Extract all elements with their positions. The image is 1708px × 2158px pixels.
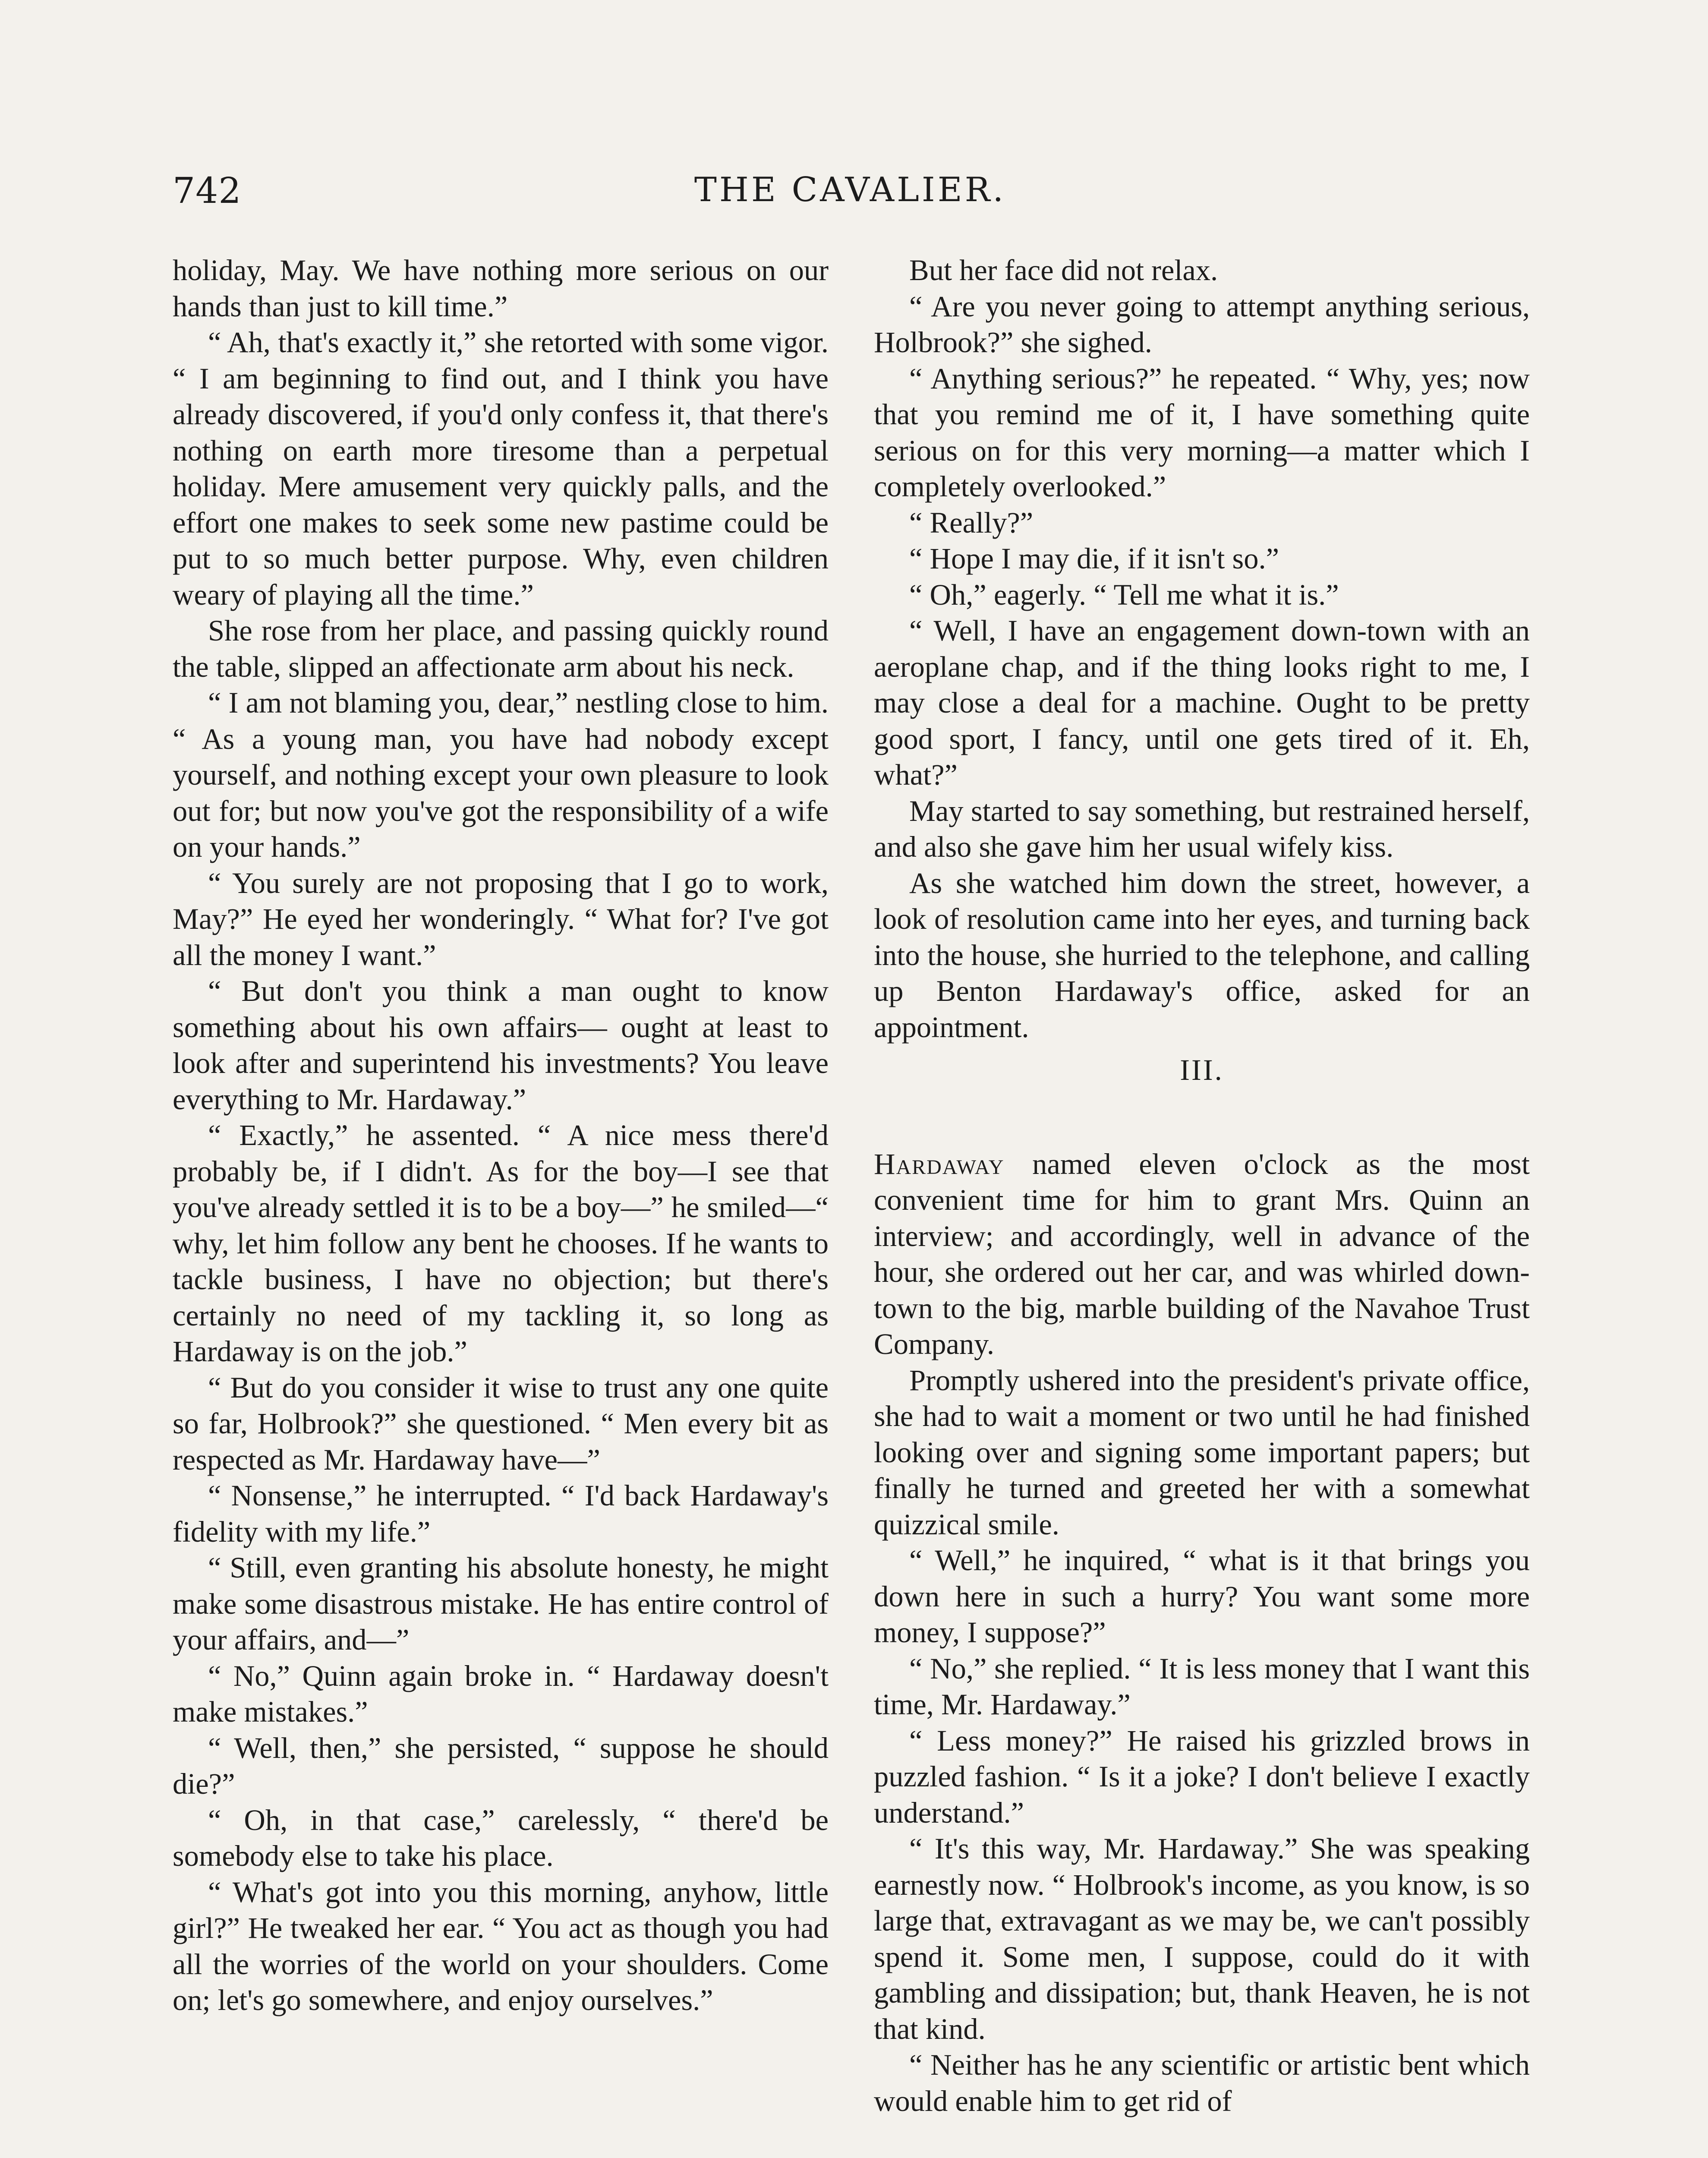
left-column [173, 252, 829, 2019]
paragraph: “ No,” Quinn again broke in. “ Hardaway doesn't make mistakes.” [173, 1659, 829, 1728]
paragraph: “ Less money?” He raised his grizzled brows in puzzled fashion. “ Is it a joke? I don't believe I exactly understand.” [874, 1724, 1530, 1829]
paragraph: “ Still, even granting his absolute honesty, he might make some disastrous mistake. He has entire control of your affairs, and—” [173, 1551, 829, 1656]
paragraph: “ What's got into you this morning, anyhow, little girl?” He tweaked her ear. “ You act as though you had all the worries of the world on your shoulders. Come on; let's go somewhere, and enjoy ourselves.” [173, 1875, 829, 2016]
paragraph: “ Are you never going to attempt anything serious, Holbrook?” she sighed. [874, 290, 1530, 359]
paragraph: As she watched him down the street, however, a look of resolution came into her eyes, and turning back into the house, she hurried to the telephone, and calling up Benton Hardaway's office, asked for an appointment. [874, 866, 1530, 1044]
paragraph: “ Well, then,” she persisted, “ suppose he should die?” [173, 1731, 829, 1800]
right-column [874, 252, 1530, 2119]
paragraph: “ You surely are not proposing that I go to work, May?” He eyed her wonderingly. “ What for? I've got all the money I want.” [173, 866, 829, 972]
paragraph: But her face did not relax. [909, 254, 1218, 287]
running-title: THE CAVALIER. [694, 170, 1006, 209]
paragraph: “ I am not blaming you, dear,” nestling close to him. “ As a young man, you have had nobody except yourself, and nothing except your own pleasure to look out for; but now you've got the responsibility of a wife on your hands.” [173, 686, 829, 863]
paragraph: “ It's this way, Mr. Hardaway.” She was speaking earnestly now. “ Holbrook's income, as you know, is so large that, extravagant as we may be, we can't possibly spend it. Some men, I suppose, could do it with gambling and dissipation; but, thank Heaven, he is not that kind. [874, 1832, 1530, 2045]
paragraph: holiday, May. We have nothing more serious on our hands than just to kill time.” [173, 254, 829, 323]
section-first-paragraph [874, 1146, 1530, 1363]
paragraph: “ Really?” [909, 506, 1034, 539]
section-lead-word: Hardaway [874, 1147, 1005, 1180]
paragraph: May started to say something, but restrained herself, and also she gave him her usual wifely kiss. [874, 794, 1530, 863]
paragraph: “ But don't you think a man ought to know something about his own affairs— ought at least to look after and superintend his investments? You leave everything to Mr. Hardaway.” [173, 975, 829, 1116]
paragraph: “ Oh, in that case,” carelessly, “ there'd be somebody else to take his place. [173, 1803, 829, 1872]
right-column-paragraphs-before-section [874, 252, 1530, 1045]
paragraph: “ Hope I may die, if it isn't so.” [909, 542, 1279, 575]
paragraph: “ Neither has he any scientific or artistic bent which would enable him to get rid of [874, 2048, 1530, 2117]
paragraph: She rose from her place, and passing quickly round the table, slipped an affectionate arm about his neck. [173, 614, 829, 683]
section-first-paragraph-text: named eleven o'clock as the most convenient time for him to grant Mrs. Quinn an interview; and accordingly, well in advance of the hour, she ordered out her car, and was whirled down-town to the big, marble building of the Navahoe Trust Company. [874, 1147, 1530, 1360]
paragraph: “ Exactly,” he assented. “ A nice mess there'd probably be, if I didn't. As for the boy—I see that you've already settled it is to be a boy—” he smiled—“ why, let him follow any bent he chooses. If he wants to tackle business, I have no objection; but there's certainly no need of my tackling it, so long as Hardaway is on the job.” [173, 1119, 829, 1368]
paragraph: “ Well,” he inquired, “ what is it that brings you down here in such a hurry? You want some more money, I suppose?” [874, 1544, 1530, 1649]
paragraph: “ Anything serious?” he repeated. “ Why, yes; now that you remind me of it, I have something quite serious on for this very morning—a matter which I completely overlooked.” [874, 362, 1530, 503]
paragraph: “ Well, I have an engagement down-town with an aeroplane chap, and if the thing looks right to me, I may close a deal for a machine. Ought to be pretty good sport, I fancy, until one gets tired of it. Eh, what?” [874, 614, 1530, 791]
paragraph: “ Ah, that's exactly it,” she retorted with some vigor. “ I am beginning to find out, and I think you have already discovered, if you'd only confess it, that there's nothing on earth more tiresome than a perpetual holiday. Mere amusement very quickly palls, and the effort one makes to seek some new pastime could be put to so much better purpose. Why, even children weary of playing all the time.” [173, 326, 829, 611]
section-heading: III. [1180, 1054, 1224, 1086]
page-number: 742 [173, 170, 242, 211]
right-column-paragraphs-after-section [874, 1363, 1530, 2120]
paragraph: “ But do you consider it wise to trust any one quite so far, Holbrook?” she questioned. “ Men every bit as respected as Mr. Hardaway have—” [173, 1371, 829, 1476]
page-header [173, 170, 1528, 218]
paragraph: “ Nonsense,” he interrupted. “ I'd back Hardaway's fidelity with my life.” [173, 1479, 829, 1548]
paragraph: “ Oh,” eagerly. “ Tell me what it is.” [909, 578, 1339, 611]
paragraph: “ No,” she replied. “ It is less money that I want this time, Mr. Hardaway.” [874, 1652, 1530, 1721]
paragraph: Promptly ushered into the president's private office, she had to wait a moment or two until he had finished looking over and signing some important papers; but finally he turned and greeted her with a somewhat quizzical smile. [874, 1363, 1530, 1541]
